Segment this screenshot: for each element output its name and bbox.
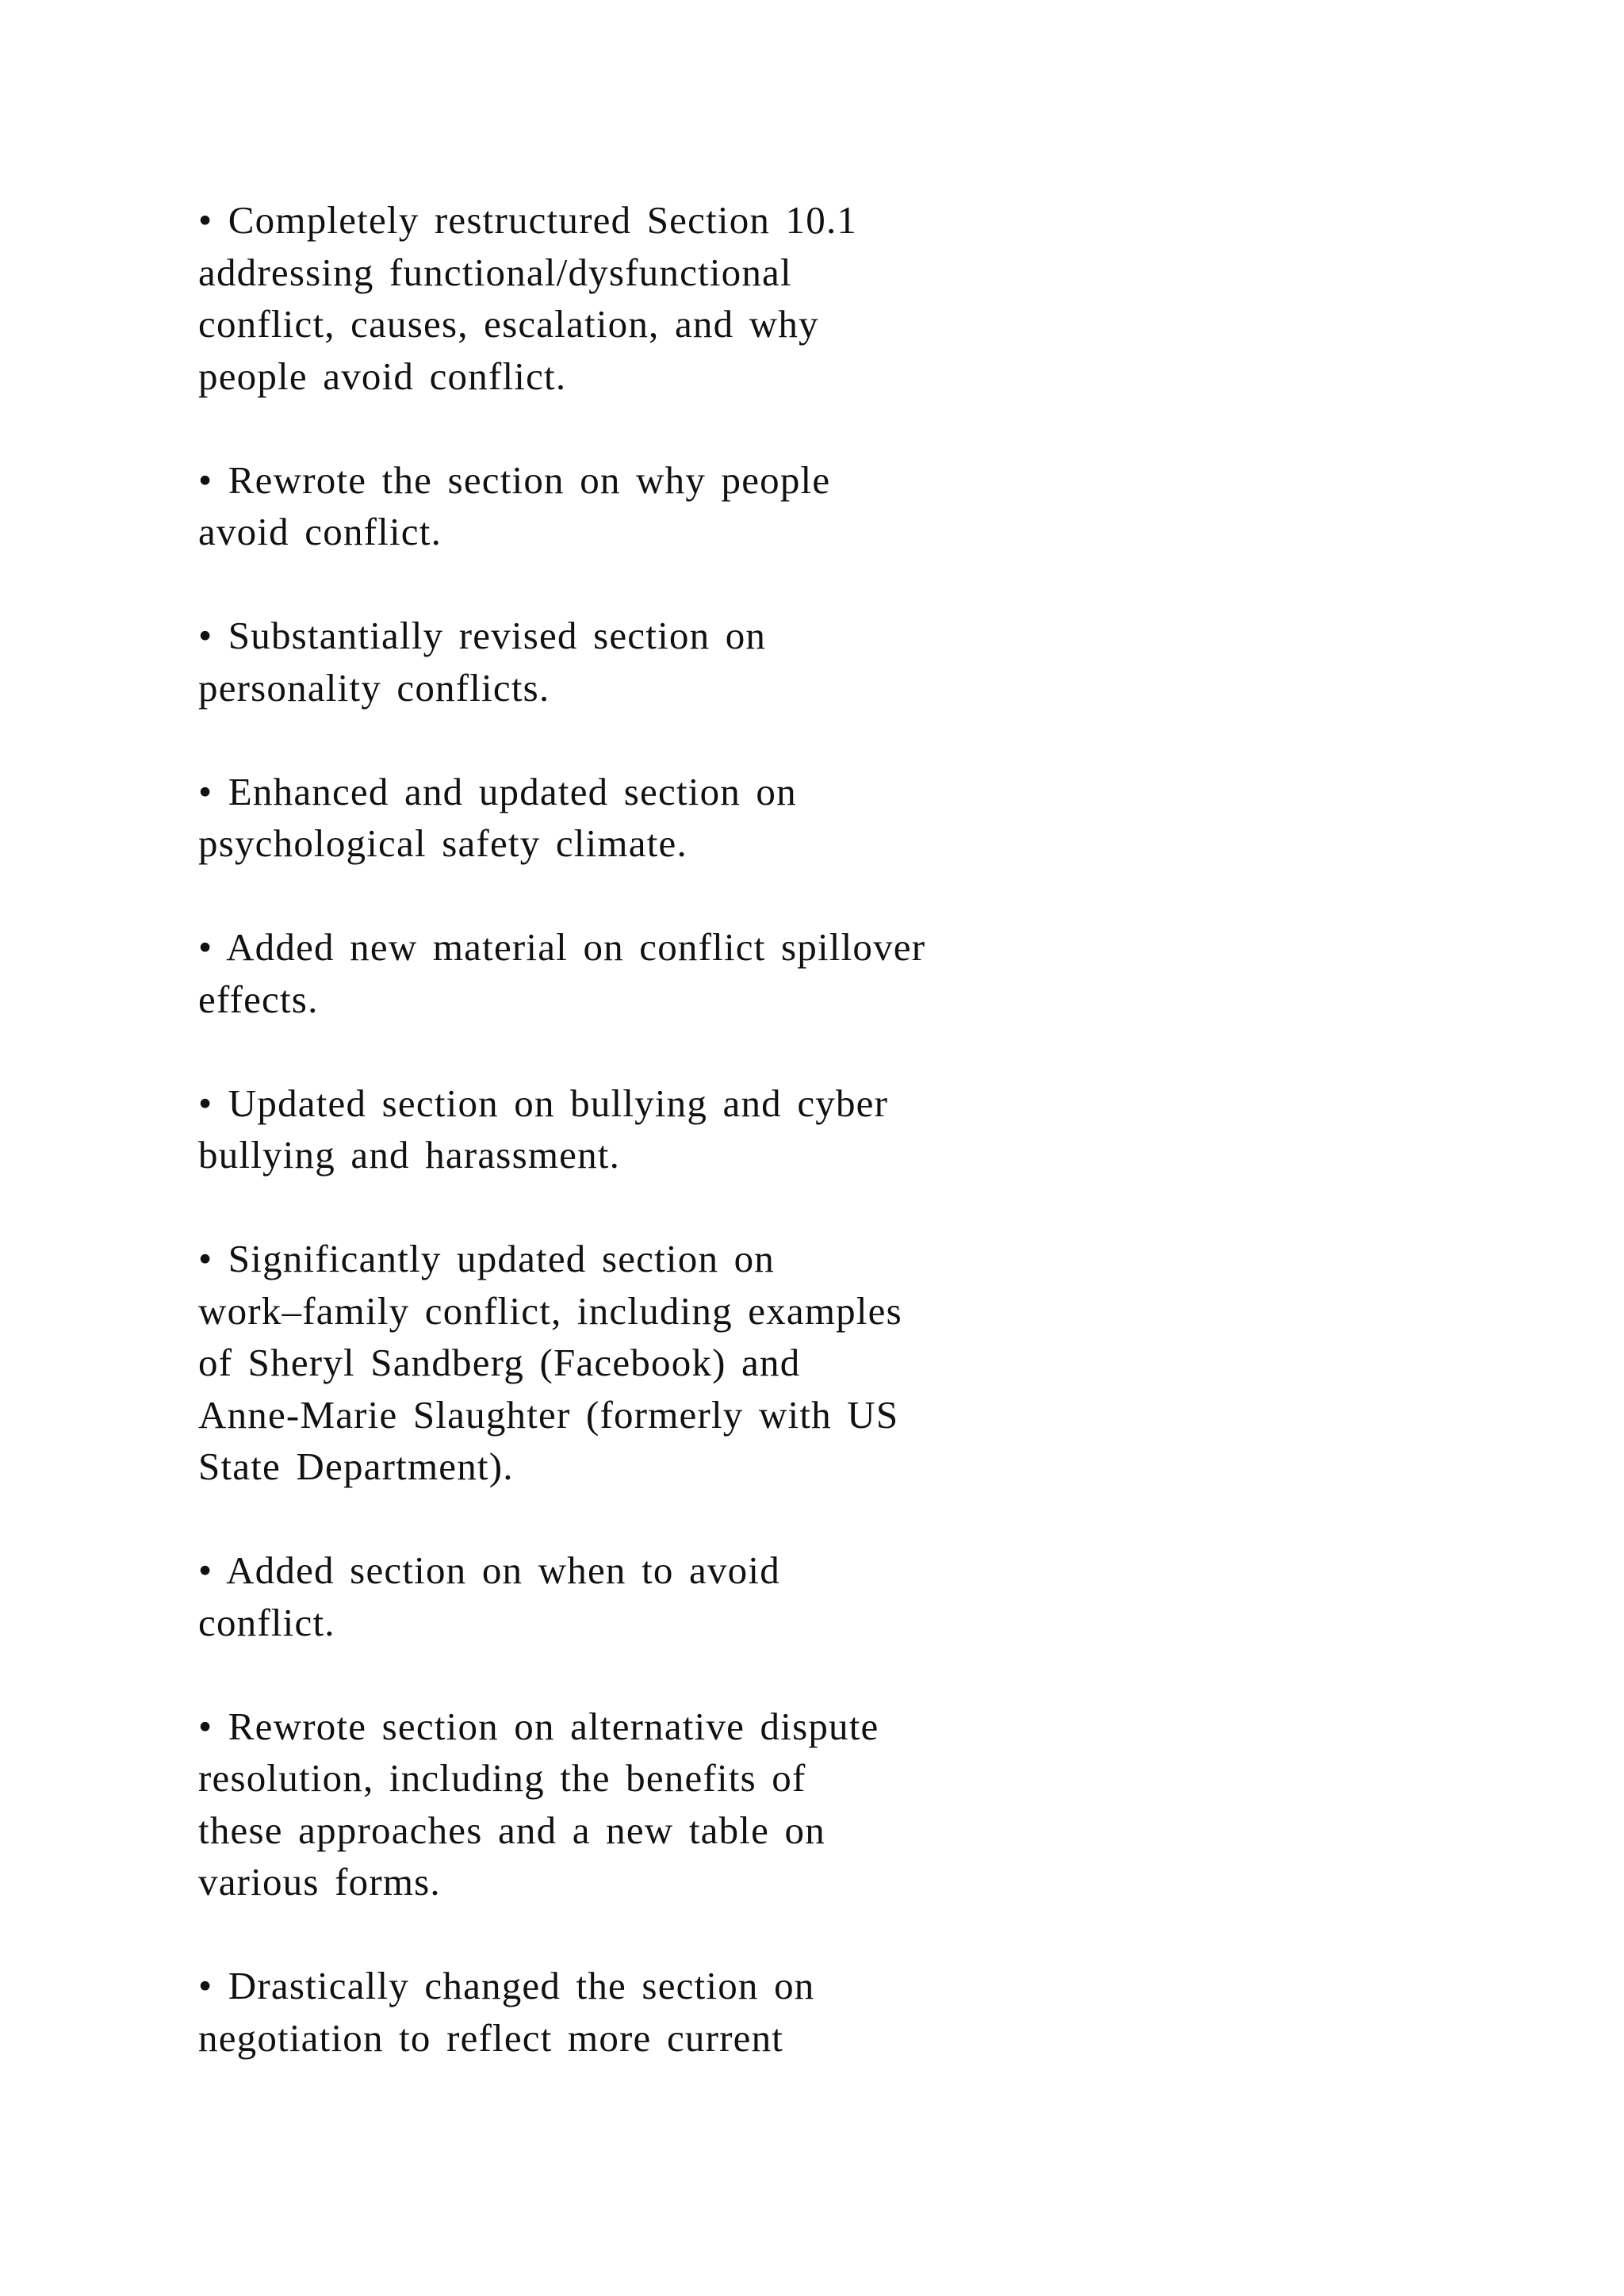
text-line: • Added section on when to avoid: [198, 1548, 780, 1592]
bullet-paragraph: [198, 610, 1229, 714]
bullet-paragraph: [198, 1960, 1229, 2064]
document-page: [198, 194, 1229, 2116]
text-line: Anne-Marie Slaughter (formerly with US: [198, 1392, 899, 1437]
text-line: bullying and harassment.: [198, 1133, 621, 1177]
bullet-paragraph: [198, 1077, 1229, 1181]
bullet-paragraph: [198, 1233, 1229, 1493]
text-line: State Department).: [198, 1445, 514, 1488]
text-line: • Enhanced and updated section on: [198, 769, 797, 813]
text-line: addressing functional/dysfunctional: [198, 250, 792, 294]
text-line: • Updated section on bullying and cyber: [198, 1081, 889, 1125]
text-line: • Substantially revised section on: [198, 614, 767, 657]
bullet-paragraph: [198, 766, 1229, 870]
text-line: • Added new material on conflict spillover: [198, 925, 926, 969]
text-line: resolution, including the benefits of: [198, 1756, 806, 1800]
text-line: • Completely restructured Section 10.1: [198, 198, 858, 242]
text-line: • Rewrote the section on why people: [198, 457, 831, 502]
text-line: various forms.: [198, 1860, 441, 1904]
text-line: effects.: [198, 977, 319, 1021]
bullet-paragraph: [198, 194, 1229, 402]
text-line: these approaches and a new table on: [198, 1808, 825, 1852]
text-line: conflict.: [198, 1600, 335, 1644]
bullet-paragraph: [198, 921, 1229, 1025]
bullet-paragraph: [198, 454, 1229, 558]
text-line: negotiation to reflect more current: [198, 2015, 784, 2060]
text-line: • Significantly updated section on: [198, 1237, 775, 1280]
text-line: • Rewrote section on alternative dispute: [198, 1704, 879, 1748]
bullet-paragraph: [198, 1701, 1229, 1908]
text-line: of Sheryl Sandberg (Facebook) and: [198, 1341, 801, 1384]
text-line: avoid conflict.: [198, 510, 442, 553]
bullet-paragraph: [198, 1544, 1229, 1648]
text-line: psychological safety climate.: [198, 821, 688, 865]
text-line: conflict, causes, escalation, and why: [198, 302, 819, 346]
text-line: • Drastically changed the section on: [198, 1964, 815, 2007]
text-line: work–family conflict, including examples: [198, 1288, 902, 1333]
text-line: people avoid conflict.: [198, 354, 567, 398]
text-line: personality conflicts.: [198, 665, 550, 710]
